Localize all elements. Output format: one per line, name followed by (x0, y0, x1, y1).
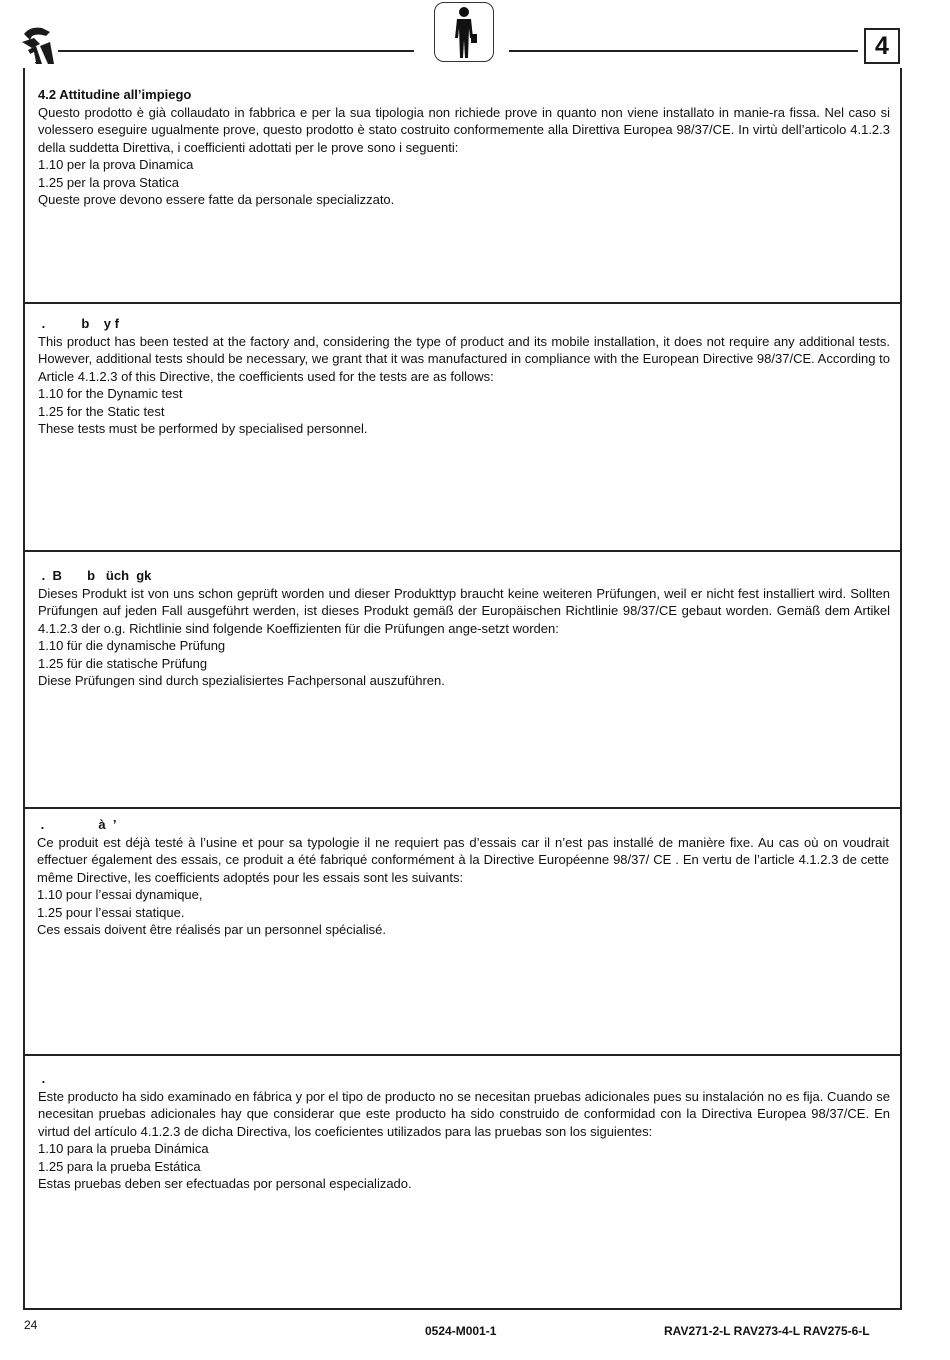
model-codes: RAV271-2-L RAV273-4-L RAV275-6-L (664, 1324, 870, 1338)
paragraph: 1.25 pour l’essai statique. (37, 904, 185, 920)
paragraph: These tests must be performed by specialised personnel. (38, 421, 368, 436)
page-number: 24 (24, 1318, 38, 1332)
paragraph: 1.25 para la prueba Estática (38, 1158, 201, 1174)
paragraph: Diese Prüfungen sind durch spezialisiertes Fachpersonal auszuführen. (38, 673, 445, 688)
section-body (38, 1088, 890, 1193)
paragraph: 1.10 für die dynamische Prüfung (38, 638, 226, 653)
paragraph: Ce produit est déjà testé à l’usine et pour sa typologie il ne requiert pas d’essais car il n’est pas installé de manière fixe. Au cas où on voudrait effectuer également des essais, ce produit a été fabriqué conformément à la Directive Européenne 98/37/ CE . En vertu de l’article 4.1.2.3 de cette même Directive, les coefficients adoptés pour les essais sont les suivants: (37, 834, 889, 885)
section-divider (23, 1054, 902, 1056)
paragraph: Queste prove devono essere fatte da personale specializzato. (38, 192, 395, 207)
header-rule-left (58, 50, 414, 52)
section-body (38, 104, 890, 209)
section-divider (23, 807, 902, 809)
section-title: . à ’ (37, 817, 117, 832)
section-title: . b y f (38, 316, 119, 331)
paragraph: This product has been tested at the factory and, considering the type of product and its mobile installation, it does not require any additional tests. However, additional tests should be necessary, we grant that it was manufactured in compliance with the European Directive 98/37/CE. According to Article 4.1.2.3 of this Directive, the coefficients used for the tests are as follows: (38, 333, 890, 384)
section-title: . (38, 1071, 46, 1086)
pictogram-box (434, 2, 494, 62)
paragraph: 1.25 per la prova Statica (38, 174, 179, 190)
section-divider (23, 302, 902, 304)
section-italian (38, 86, 890, 209)
header-rule-right (509, 50, 858, 52)
section-divider (23, 550, 902, 552)
paragraph: Ces essais doivent être réalisés par un personnel spécialisé. (37, 922, 387, 937)
person-with-manual-icon (449, 6, 481, 60)
paragraph: 1.10 per la prova Dinamica (38, 157, 194, 172)
section-title: . B b üch gk (38, 568, 152, 583)
section-english (38, 315, 890, 438)
section-spanish (38, 1070, 890, 1193)
section-german (38, 567, 890, 690)
section-body (38, 585, 890, 690)
section-body (38, 333, 890, 438)
paragraph: 1.25 for the Static test (38, 403, 165, 419)
paragraph: Questo prodotto è già collaudato in fabbrica e per la sua tipologia non richiede prove in quanto non viene installato in manie-ra fissa. Nel caso si volessero eseguire ugualmente prove, questo prodotto è stato costruito conformemente alla Direttiva Europea 98/37/CE. In virtù dell’articolo 4.1.2.3 della suddetta Direttiva, i coefficienti adottati per le prove sono i seguenti: (38, 104, 890, 155)
section-body (37, 834, 889, 939)
section-french (37, 816, 889, 939)
section-title: 4.2 Attitudine all’impiego (38, 87, 192, 102)
paragraph: 1.25 für die statische Prüfung (38, 655, 208, 671)
paragraph: Estas pruebas deben ser efectuadas por personal especializado. (38, 1176, 412, 1191)
paragraph: 1.10 pour l’essai dynamique, (37, 887, 203, 902)
paragraph: 1.10 for the Dynamic test (38, 386, 183, 401)
paragraph: Este producto ha sido examinado en fábrica y por el tipo de producto no se necesitan pruebas adicionales pues su instalación no es fija. Cuando se necesitan pruebas adicionales hay que considerar que este producto ha sido construido de conformidad con la Directiva Europea 98/37/CE. En virtud del artículo 4.1.2.3 de dicha Directiva, los coeficientes utilizados para las pruebas son los siguientes: (38, 1088, 890, 1139)
chapter-number: 4 (864, 28, 900, 64)
brand-logo-icon (20, 24, 56, 66)
paragraph: 1.10 para la prueba Dinámica (38, 1141, 209, 1156)
document-code: 0524-M001-1 (425, 1324, 497, 1338)
paragraph: Dieses Produkt ist von uns schon geprüft worden und dieser Produkttyp braucht keine weiteren Prüfungen, weil er nicht fest installiert wird. Sollten Prüfungen auf jeden Fall ausgeführt werden, ist dieses Produkt gemäß der Europäischen Richtlinie 98/37/CE gebaut worden. Gemäß dem Artikel 4.1.2.3 der o.g. Richtlinie sind folgende Koeffizienten für die Prüfungen ange-setzt worden: (38, 585, 890, 636)
